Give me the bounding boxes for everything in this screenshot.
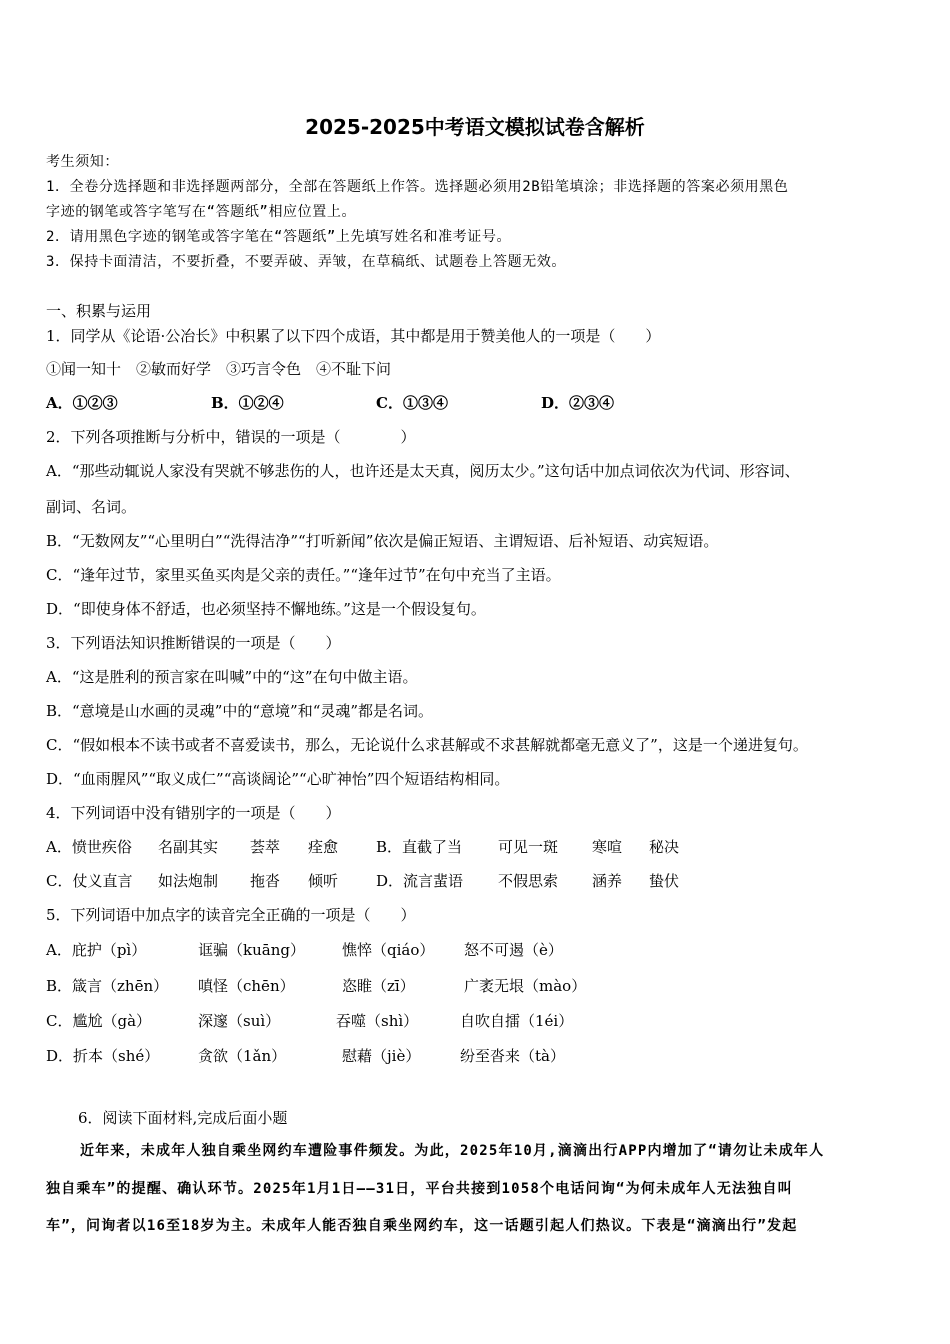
word: 贪欲（1ǎn） [198,1047,287,1065]
reading-paragraph: 近年来，未成年人独自乘坐网约车遭险事件频发。为此，2025年10月,滴滴出行APP内增加了“请勿让未成年人 [80,1143,825,1159]
notice-heading: 考生须知： [46,154,119,170]
question-2-option-b: B．“无数网友”“心里明白”“洗得洁净”“打听新闻”依次是偏正短语、主谓短语、后补短语、动宾短语。 [46,532,719,550]
word: 名副其实 [158,838,219,856]
word: 恣睢（zī） [342,977,415,995]
option-d: D．流言蜚语 [376,872,464,890]
option-c: C．仗义直言 [46,872,133,890]
option-a: A．庇护（pì） [46,941,147,959]
notice-item: 1．全卷分选择题和非选择题两部分，全部在答题纸上作答。选择题必须用2B铅笔填涂；非选择题的答案必须用黑色 [46,179,789,195]
question-2-option-c: C．“逢年过节，家里买鱼买肉是父亲的责任。”“逢年过节”在句中充当了主语。 [46,566,561,584]
word: 深邃（suì） [198,1012,281,1030]
word: 吞噬（shì） [336,1012,419,1030]
notice-item: 字迹的钢笔或答字笔写在“答题纸”相应位置上。 [46,204,357,220]
question-6-stem: 6．阅读下面材料,完成后面小题 [78,1109,288,1127]
option-b: B．①②④ [211,394,284,412]
word: 蛰伏 [649,872,680,890]
word: 慰藉（jiè） [342,1047,421,1065]
word: 拖沓 [250,872,281,890]
question-4-stem: 4．下列词语中没有错别字的一项是（ ） [46,804,341,822]
question-2-option-a: A．“那些动辄说人家没有哭就不够悲伤的人，也许还是太天真，阅历太少。”这句话中加点词依次为代词、形容词、 [46,462,800,480]
question-2-option-a-cont: 副词、名词。 [46,498,137,516]
word: 可见一斑 [498,838,559,856]
notice-item: 2．请用黑色字迹的钢笔或答字笔在“答题纸”上先填写姓名和准考证号。 [46,229,512,245]
question-5-stem: 5．下列词语中加点字的读音完全正确的一项是（ ） [46,906,416,924]
word: 纷至沓来（tà） [460,1047,565,1065]
word: 如法炮制 [158,872,219,890]
word: 涵养 [592,872,623,890]
option-a: A．愤世疾俗 [46,838,132,856]
option-a: A．①②③ [46,394,118,412]
word: 寒喧 [592,838,623,856]
word: 倾听 [308,872,339,890]
notice-item: 3．保持卡面清洁，不要折叠，不要弄破、弄皱，在草稿纸、试题卷上答题无效。 [46,254,567,270]
reading-paragraph: 车”，问询者以16至18岁为主。未成年人能否独自乘坐网约车，这一话题引起人们热议。下表是“滴滴出行”发起 [46,1218,798,1234]
section-heading: 一、积累与运用 [46,302,152,320]
question-2-option-d: D．“即使身体不舒适，也必须坚持不懈地练。”这是一个假设复句。 [46,600,486,618]
question-3-option-b: B．“意境是山水画的灵魂”中的“意境”和“灵魂”都是名词。 [46,702,434,720]
word: 痊愈 [308,838,339,856]
option-b: B．直截了当 [376,838,463,856]
question-1-idioms: ①闻一知十 ②敏而好学 ③巧言令色 ④不耻下问 [46,360,392,378]
question-3-option-d: D．“血雨腥风”“取义成仁”“高谈阔论”“心旷神怡”四个短语结构相同。 [46,770,510,788]
option-b: B．箴言（zhēn） [46,977,169,995]
option-d: D．折本（shé） [46,1047,160,1065]
question-5-row [46,940,563,960]
question-3-stem: 3．下列语法知识推断错误的一项是（ ） [46,634,341,652]
word: 嗔怪（chēn） [198,977,295,995]
question-1-options [46,393,614,413]
question-1-stem: 1．同学从《论语·公冶长》中积累了以下四个成语，其中都是用于赞美他人的一项是（ ） [46,327,661,345]
word: 不假思索 [498,872,559,890]
question-5-row [46,976,586,996]
word: 怒不可遏（è） [464,941,563,959]
question-5-row [46,1046,565,1066]
word: 广袤无垠（mào） [464,977,587,995]
question-5-row [46,1011,573,1031]
question-4-row-1 [46,837,679,857]
reading-paragraph: 独自乘车”的提醒、确认环节。2025年1月1日——31日，平台共接到1058个电话问询“为何未成年人无法独自叫 [46,1181,793,1197]
question-3-option-a: A．“这是胜利的预言家在叫喊”中的“这”在句中做主语。 [46,668,418,686]
word: 憔悴（qiáo） [342,941,435,959]
word: 诓骗（kuāng） [198,941,305,959]
word: 秘决 [649,838,680,856]
option-c: C．尴尬（gà） [46,1012,152,1030]
word: 自吹自擂（1éi） [460,1012,574,1030]
question-2-stem: 2．下列各项推断与分析中，错误的一项是（ ） [46,428,416,446]
page-title: 2025-2025中考语文模拟试卷含解析 [305,115,645,139]
option-c: C．①③④ [376,394,448,412]
word: 荟萃 [250,838,281,856]
question-4-row-2 [46,871,679,891]
question-3-option-c: C．“假如根本不读书或者不喜爱读书，那么，无论说什么求甚解或不求甚解就都毫无意义了”，这是一个递进复句。 [46,736,808,754]
option-d: D．②③④ [541,394,615,412]
